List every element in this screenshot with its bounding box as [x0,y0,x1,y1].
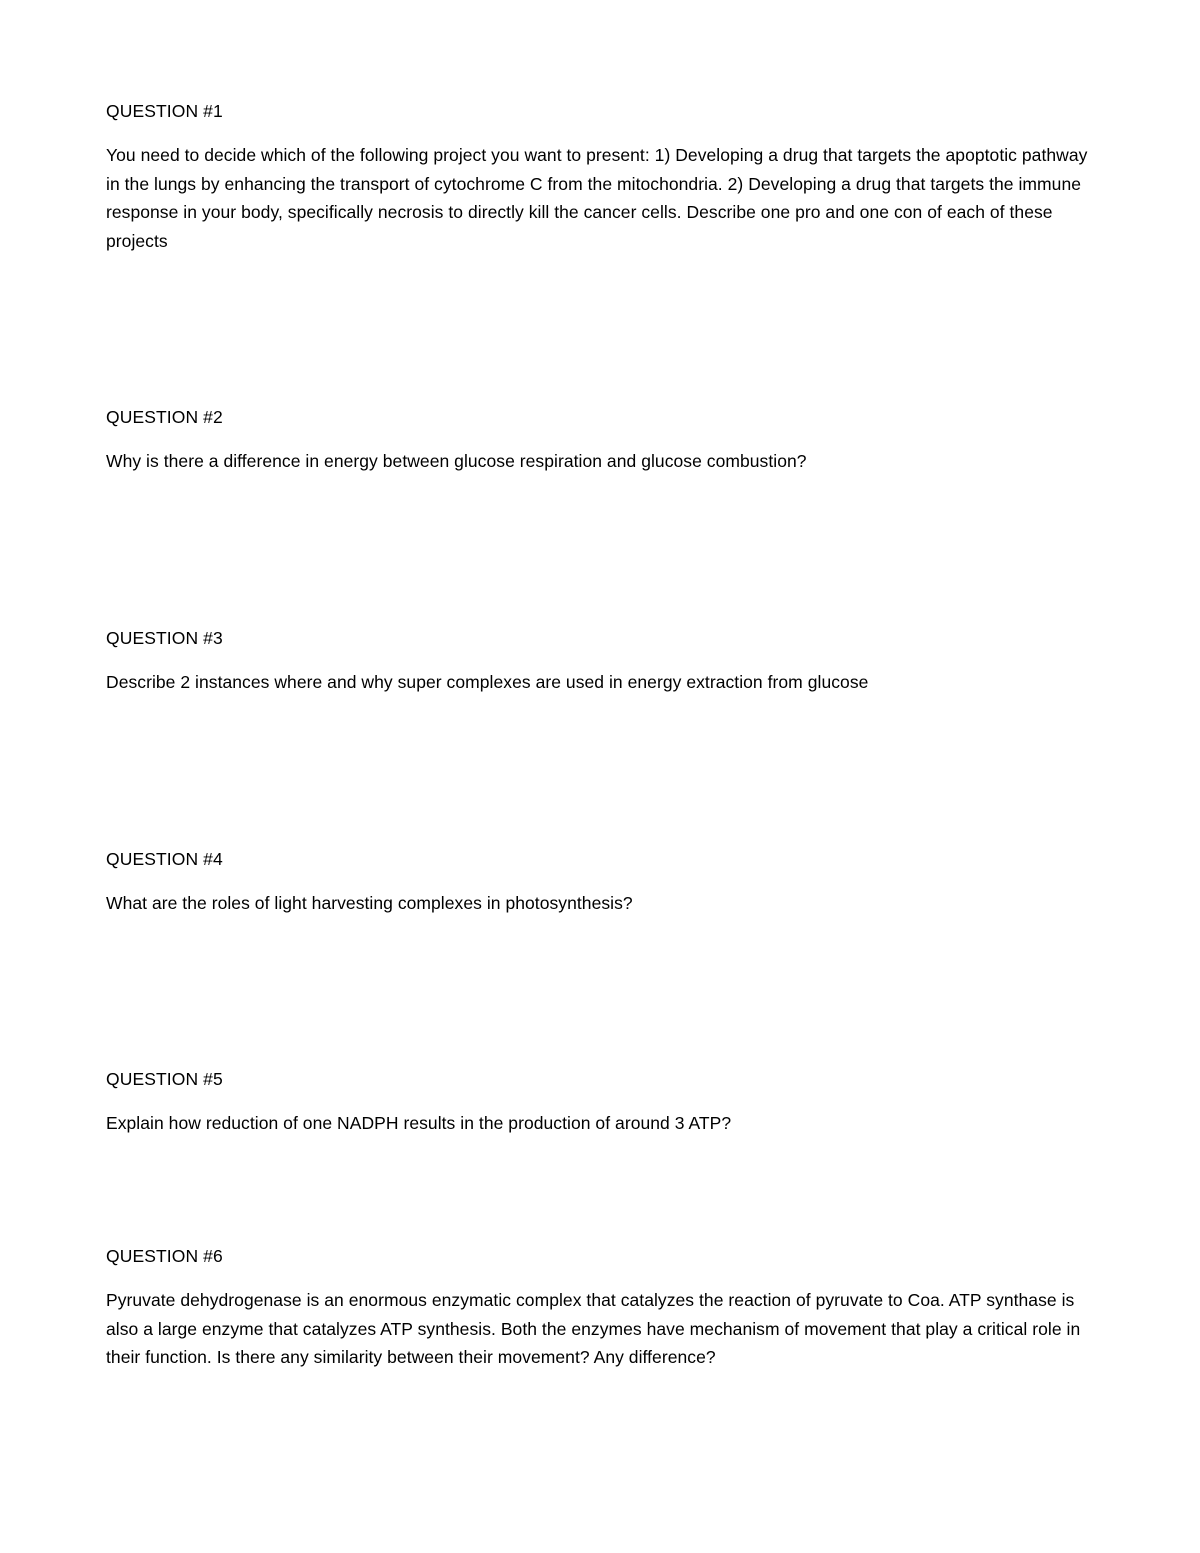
question-6 [106,1242,1096,1372]
question-5 [106,1065,1096,1138]
question-heading: QUESTION #5 [106,1069,223,1089]
question-heading: QUESTION #6 [106,1246,223,1266]
question-text: You need to decide which of the following project you want to present: 1) Developing a drug that targets the apoptotic pathway in the lungs by enhancing the transport of cytochrome C from the mitochondria. 2) Developing a drug that targets the immune response in your body, specifically necrosis to directly kill the cancer cells. Describe one pro and one con of each of these projects [106,145,1088,251]
question-text: Why is there a difference in energy between glucose respiration and glucose combustion? [106,451,807,471]
question-text: Explain how reduction of one NADPH results in the production of around 3 ATP? [106,1113,732,1133]
question-heading: QUESTION #1 [106,101,223,121]
question-text: Pyruvate dehydrogenase is an enormous enzymatic complex that catalyzes the reaction of pyruvate to Coa. ATP synthase is also a large enzyme that catalyzes ATP synthesis. Both the enzymes have mechanism of movement that play a critical role in their function. Is there any similarity between their movement? Any difference? [106,1290,1081,1367]
question-3 [106,624,1096,697]
question-heading: QUESTION #2 [106,407,223,427]
question-text: Describe 2 instances where and why super complexes are used in energy extraction from glucose [106,672,869,692]
question-heading: QUESTION #4 [106,849,223,869]
question-2 [106,403,1096,476]
question-4 [106,845,1096,918]
question-text: What are the roles of light harvesting complexes in photosynthesis? [106,893,633,913]
question-1 [106,97,1096,255]
question-heading: QUESTION #3 [106,628,223,648]
